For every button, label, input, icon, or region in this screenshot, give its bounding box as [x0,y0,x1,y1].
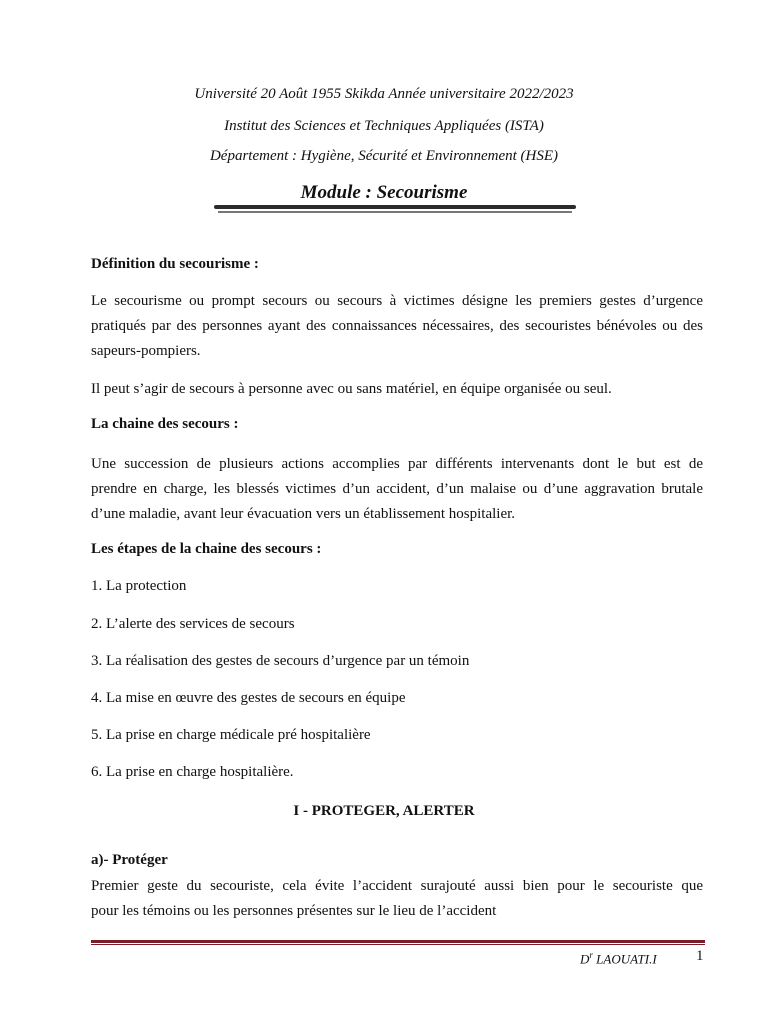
page-number: 1 [696,948,704,964]
definition-heading: Définition du secourisme : [91,256,259,272]
title-underline [214,205,576,213]
list-item: 1. La protection [91,578,187,594]
list-item: 5. La prise en charge médicale pré hospitalière [91,727,371,743]
proteger-line-2: pour les témoins ou les personnes présentes sur le lieu de l’accident [91,903,497,919]
module-title: Module : Secourisme [300,182,468,203]
list-item: 6. La prise en charge hospitalière. [91,764,294,780]
definition-line-1: Le secourisme ou prompt secours ou secours à victimes désigne les premiers gestes d’urgence [91,293,703,309]
list-item: 3. La réalisation des gestes de secours d’urgence par un témoin [91,653,470,669]
steps-heading: Les étapes de la chaine des secours : [91,541,322,557]
section-heading-proteger-alerter: I - PROTEGER, ALERTER [293,803,475,819]
footer-rule [91,940,705,945]
department-line: Département : Hygiène, Sécurité et Environnement (HSE) [209,148,559,164]
definition-line-3: sapeurs-pompiers. [91,343,201,359]
list-item: 2. L’alerte des services de secours [91,616,295,632]
definition-line-2: pratiqués par des personnes ayant des connaissances nécessaires, des secouristes bénévoles ou des [91,318,703,334]
institute-line: Institut des Sciences et Techniques Appliquées (ISTA) [224,118,544,134]
footer-author: $D^r$ LAOUATI.I [580,950,657,967]
chain-heading: La chaine des secours : [91,416,239,432]
chain-line-3: d’une maladie, avant leur évacuation vers un établissement hospitalier. [91,506,516,522]
proteger-heading: a)- Protéger [91,852,168,868]
university-line: Université 20 Août 1955 Skikda Année universitaire 2022/2023 [194,86,574,102]
proteger-line-1: Premier geste du secouriste, cela évite l’accident surajouté aussi bien pour le secouriste que [91,878,703,894]
list-item: 4. La mise en œuvre des gestes de secours en équipe [91,690,406,706]
definition-paragraph-2: Il peut s’agir de secours à personne avec ou sans matériel, en équipe organisée ou seul. [91,381,612,397]
chain-line-2: prendre en charge, les blessés victimes d’un accident, d’un malaise ou d’une aggravation brutale [91,481,703,497]
chain-line-1: Une succession de plusieurs actions accomplies par différents intervenants dont le but est de [91,456,703,472]
